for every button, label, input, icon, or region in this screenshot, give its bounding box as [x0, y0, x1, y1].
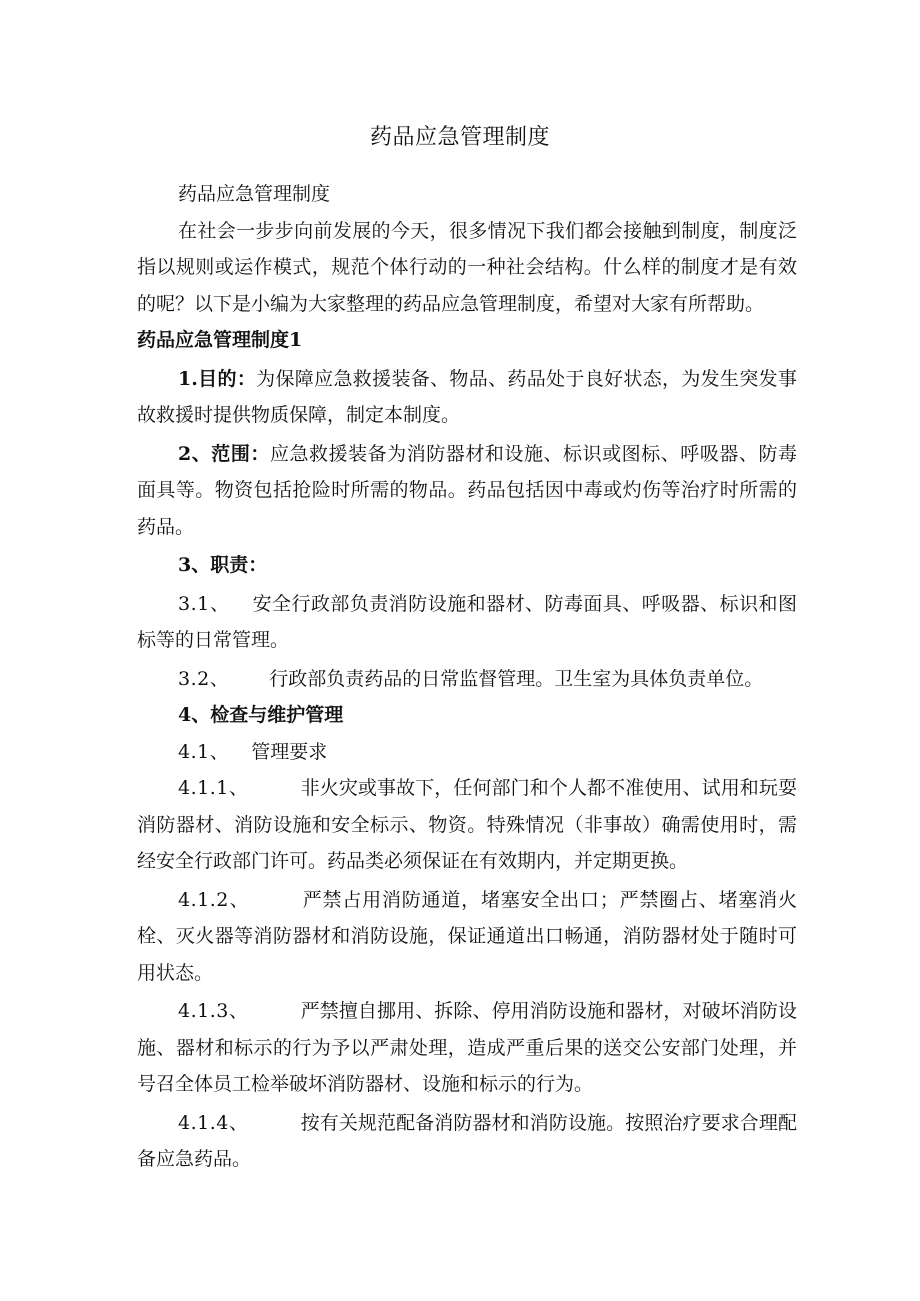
item-1-label: 1.目的： — [178, 367, 257, 390]
item-4-1-2 — [137, 882, 797, 992]
item-4-1-4 — [137, 1105, 797, 1178]
item-4-1-4-text: 按有关规范配备消防器材和消防设施。按照治疗要求合理配备应急药品。 — [137, 1111, 797, 1170]
item-4-heading: 4、检查与维护管理 — [178, 704, 344, 726]
item-3-1-number: 3.1、 — [178, 592, 231, 615]
item-4-1-number: 4.1、 — [178, 740, 230, 763]
item-4-1 — [137, 734, 797, 771]
subtitle: 药品应急管理制度 — [178, 183, 331, 205]
item-3-1-text: 安全行政部负责消防设施和器材、防毒面具、呼吸器、标识和图标等的日常管理。 — [137, 592, 797, 651]
item-4-1-1 — [137, 770, 797, 880]
item-4-1-3-number: 4.1.3、 — [178, 1000, 249, 1022]
item-3-heading: 3、职责： — [178, 554, 268, 576]
item-3-1 — [137, 586, 797, 659]
item-2-label: 2、范围： — [178, 442, 270, 465]
item-4-1-3-text: 严禁擅自挪用、拆除、停用消防设施和器材，对破坏消防设施、器材和标示的行为予以严肃处理，造成严重后果的送交公安部门处理，并号召全体员工检举破坏消防器材、设施和标示的行为。 — [137, 1000, 797, 1095]
item-4-1-1-number: 4.1.1、 — [178, 777, 249, 799]
item-4-1-1-text: 非火灾或事故下，任何部门和个人都不准使用、试用和玩耍消防器材、消防设施和安全标示、物资。特殊情况（非事故）确需使用时，需经安全行政部门许可。药品类必须保证在有效期内，并定期更换。 — [137, 777, 797, 872]
document-body — [137, 176, 797, 1178]
item-4-1-4-number: 4.1.4、 — [178, 1111, 249, 1134]
item-4-1-text: 管理要求 — [251, 740, 328, 763]
intro-paragraph: 在社会一步步向前发展的今天，很多情况下我们都会接触到制度，制度泛指以规则或运作模式，规范个体行动的一种社会结构。什么样的制度才是有效的呢？以下是小编为大家整理的药品应急管理制度，希望对大家有所帮助。 — [137, 219, 797, 315]
item-3-2 — [137, 661, 797, 698]
item-3-2-text: 行政部负责药品的日常监督管理。卫生室为具体负责单位。 — [269, 667, 764, 690]
document-title: 药品应急管理制度 — [369, 125, 550, 150]
section-heading: 药品应急管理制度1 — [137, 329, 303, 351]
item-4-1-2-number: 4.1.2、 — [178, 888, 250, 911]
item-2 — [137, 436, 797, 546]
item-4-1-2-text: 严禁占用消防通道，堵塞安全出口；严禁圈占、堵塞消火栓、灭火器等消防器材和消防设施，保证通道出口畅通，消防器材处于随时可用状态。 — [137, 888, 797, 984]
item-1 — [137, 361, 797, 434]
item-3-2-number: 3.2、 — [178, 667, 230, 690]
item-2-text: 应急救援装备为消防器材和设施、标识或图标、呼吸器、防毒面具等。物资包括抢险时所需的物品。药品包括因中毒或灼伤等治疗时所需的药品。 — [137, 442, 797, 538]
item-4-1-3 — [137, 993, 797, 1103]
item-1-text: 为保障应急救援装备、物品、药品处于良好状态，为发生突发事故救援时提供物质保障，制定本制度。 — [137, 367, 797, 426]
